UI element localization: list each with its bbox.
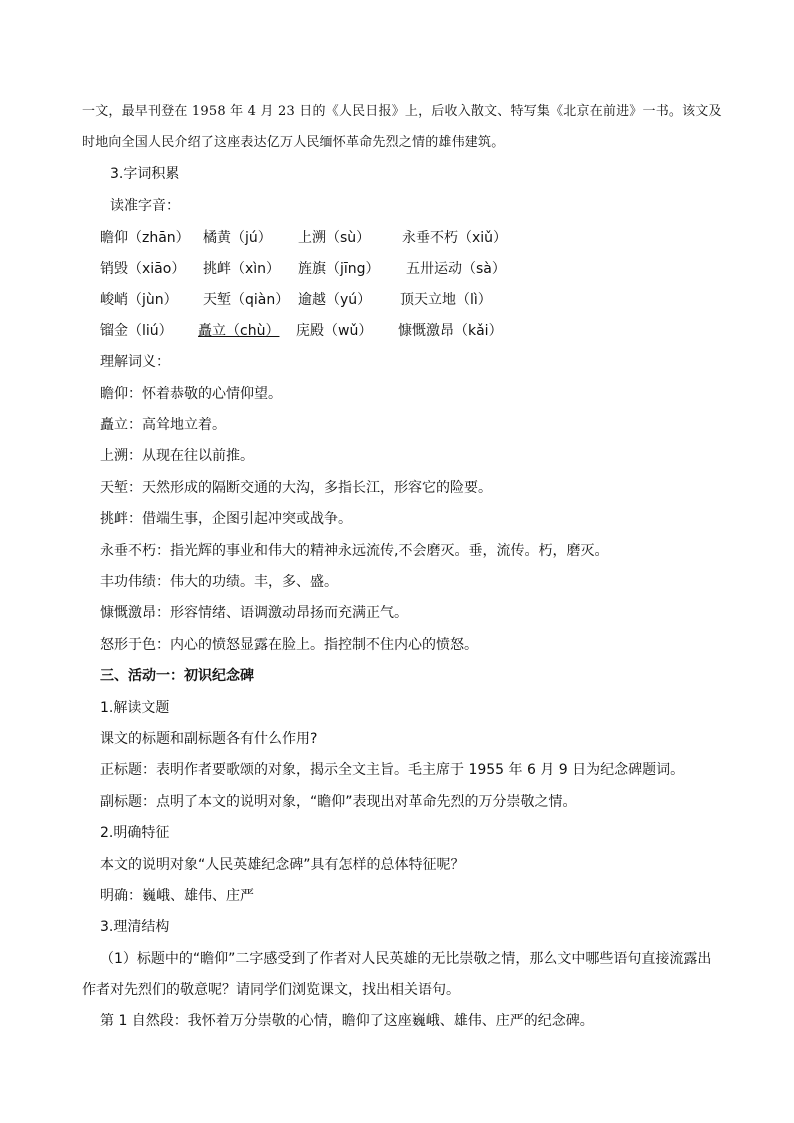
intro-line-1: 一文，最早刊登在 1958 年 4 月 23 日的《人民日报》上，后收入散文、特写集《北京在前进》一书。该文及 xyxy=(82,104,722,119)
intro-line-2: 时地向全国人民介绍了这座表达亿万人民缅怀革命先烈之情的雄伟建筑。 xyxy=(82,135,505,150)
pinyin-item: 销毁（xiāo） xyxy=(100,261,186,277)
section-heading: 3.理清结构 xyxy=(100,919,170,935)
pinyin-item: 瞻仰（zhān） xyxy=(100,230,190,246)
meaning-label: 理解词义： xyxy=(100,354,170,370)
meaning-item: 上溯：从现在往以前推。 xyxy=(100,448,254,464)
meaning-item: 瞻仰：怀着恭敬的心情仰望。 xyxy=(100,386,282,402)
pinyin-item: 永垂不朽（xiǔ） xyxy=(402,230,508,246)
question-text: 本文的说明对象“人民英雄纪念碑”具有怎样的总体特征呢？ xyxy=(100,857,465,873)
pinyin-item: 逾越（yú） xyxy=(298,292,372,308)
meaning-item: 永垂不朽：指光辉的事业和伟大的精神永远流传,不会磨灭。垂，流传。朽，磨灭。 xyxy=(100,543,609,559)
meaning-item: 挑衅：借端生事，企图引起冲突或战争。 xyxy=(100,511,352,527)
activity-heading: 三、活动一：初识纪念碑 xyxy=(100,668,254,684)
section-heading: 1.解读文题 xyxy=(100,700,170,716)
meaning-item: 怒形于色：内心的愤怒显露在脸上。指控制不住内心的愤怒。 xyxy=(100,637,478,653)
pinyin-item: 天堑（qiàn） xyxy=(203,292,290,308)
meaning-item: 慷慨激昂：形容情绪、语调激动昂扬而充满正气。 xyxy=(100,605,408,621)
pinyin-item: 旌旗（jīng） xyxy=(298,261,380,277)
pinyin-item: 镏金（liú） xyxy=(100,323,173,339)
pinyin-item: 挑衅（xìn） xyxy=(203,261,281,277)
pinyin-item: 五卅运动（sà） xyxy=(406,261,506,277)
pinyin-item: 庑殿（wǔ） xyxy=(296,323,373,339)
meaning-item: 天堑：天然形成的隔断交通的大沟，多指长江，形容它的险要。 xyxy=(100,480,492,496)
answer-text: 第 1 自然段：我怀着万分崇敬的心情，瞻仰了这座巍峨、雄伟、庄严的纪念碑。 xyxy=(100,1013,594,1029)
vocab-heading: 3.字词积累 xyxy=(110,166,180,182)
pinyin-item: 橘黄（jú） xyxy=(203,230,272,246)
pinyin-item: 顶天立地（lì） xyxy=(400,292,492,308)
section-heading: 2.明确特征 xyxy=(100,825,170,841)
answer-text: 明确：巍峨、雄伟、庄严 xyxy=(100,888,254,904)
question-text: 作者对先烈们的敬意呢？请同学们浏览课文，找出相关语句。 xyxy=(82,982,460,998)
pinyin-item: 慷慨激昂（kǎi） xyxy=(398,323,503,339)
meaning-item: 矗立：高耸地立着。 xyxy=(100,417,226,433)
pinyin-item: 矗立（chù） xyxy=(198,323,280,339)
question-text: （1）标题中的“瞻仰”二字感受到了作者对人民英雄的无比崇敬之情，那么文中哪些语句直接流露出 xyxy=(100,951,712,967)
answer-text: 副标题：点明了本文的说明对象，“瞻仰”表现出对革命先烈的万分崇敬之情。 xyxy=(100,794,577,810)
pinyin-item: 峻峭（jùn） xyxy=(100,292,178,308)
question-text: 课文的标题和副标题各有什么作用? xyxy=(100,731,318,747)
pinyin-item: 上溯（sù） xyxy=(298,230,371,246)
answer-text: 正标题：表明作者要歌颂的对象，揭示全文主旨。毛主席于 1955 年 6 月 9 日为纪念碑题词。 xyxy=(100,762,685,778)
meaning-item: 丰功伟绩：伟大的功绩。丰，多、盛。 xyxy=(100,574,338,590)
pronounce-label: 读准字音： xyxy=(110,198,180,214)
